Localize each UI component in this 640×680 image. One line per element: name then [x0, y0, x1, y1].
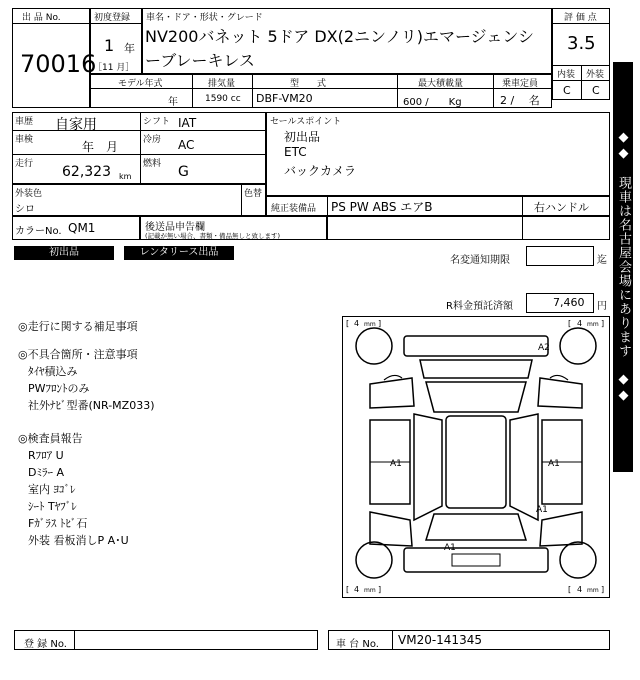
- divider: [392, 630, 393, 650]
- rear-fender-left: [370, 512, 412, 546]
- svg-text:4: 4: [577, 319, 583, 328]
- mileage-label: 走行: [15, 159, 34, 169]
- divider: [192, 74, 193, 108]
- divider: [12, 154, 266, 155]
- inspection: 年 月: [82, 140, 119, 154]
- license-plate: [452, 554, 500, 566]
- name-change-field: [526, 246, 594, 266]
- color-no-label: カラーNo.: [15, 226, 62, 237]
- mark-a1-left: A1: [390, 459, 402, 469]
- wheel-fl: [356, 328, 392, 364]
- details-box: [12, 112, 266, 184]
- inspector-item: ｼｰﾄ Tﾔﾌﾞﾚ: [28, 500, 77, 513]
- svg-text:4: 4: [354, 319, 360, 328]
- svg-text:]: ]: [601, 585, 605, 594]
- defect-item: 社外ﾅﾋﾞ型番(NR-MZ033): [28, 399, 155, 412]
- svg-text:[: [: [568, 585, 572, 594]
- reg-no-label: 登 録 No.: [24, 639, 67, 650]
- wheel-rl: [356, 542, 392, 578]
- exterior-color: シロ: [15, 204, 35, 215]
- divider: [90, 23, 142, 24]
- lot-no-label: 出 品 No.: [22, 13, 61, 23]
- front-bumper: [404, 336, 548, 356]
- hood: [420, 360, 532, 378]
- mileage-unit: km: [119, 172, 132, 181]
- defects-title: ◎不具合箇所・注意事項: [18, 348, 138, 361]
- exterior-label: 外装: [586, 70, 605, 80]
- rental-listing-badge: レンタリース出品: [124, 246, 234, 260]
- svg-text:]: ]: [378, 319, 382, 328]
- mark-a1-rear: A1: [444, 543, 456, 553]
- score: 3.5: [567, 33, 596, 54]
- first-reg-year: 1: [104, 36, 115, 55]
- interior-grade: C: [563, 84, 571, 97]
- color-change-label: 色替: [244, 189, 263, 199]
- recycle-unit: 円: [597, 301, 607, 312]
- chassis-no: VM20-141345: [398, 633, 482, 647]
- divider: [252, 74, 253, 108]
- interior-label: 内装: [557, 70, 576, 80]
- defect-item: ﾀｲﾔ積込み: [28, 365, 78, 378]
- tire-rr-label: [568, 585, 604, 594]
- name-change-label: 名変通知期限: [450, 255, 510, 266]
- inspector-item: Rﾌﾛｱ U: [28, 449, 64, 462]
- rear-fender-right: [540, 512, 582, 546]
- svg-text:[: [: [568, 319, 572, 328]
- tire-fr-label: [568, 319, 604, 328]
- exterior-grade: C: [592, 84, 600, 97]
- recycle-value: 7,460: [553, 296, 585, 309]
- capacity-label: 乗車定員: [502, 79, 539, 89]
- displacement: 1590 cc: [205, 94, 241, 104]
- windshield: [426, 382, 526, 412]
- lot-no: 70016: [20, 50, 97, 78]
- history-label: 車歴: [15, 117, 34, 127]
- rear-gate: [426, 514, 526, 540]
- fuel-label: 燃料: [143, 159, 162, 169]
- model-year-unit: 年: [168, 97, 178, 108]
- score-label: 評 価 点: [564, 13, 597, 23]
- type: DBF-VM20: [256, 92, 313, 105]
- car-condition-diagram: [342, 316, 610, 598]
- model-year-label: モデル年式: [118, 79, 163, 89]
- history: 自家用: [55, 117, 97, 133]
- svg-text:mm: mm: [587, 587, 599, 594]
- model-line2: ーブレーキレス: [145, 51, 255, 70]
- divider: [397, 74, 398, 108]
- location-banner: ◆◆ 現車は名古屋会場にあります ◆◆: [613, 62, 633, 472]
- divider: [552, 23, 610, 24]
- divider: [74, 630, 75, 650]
- svg-text:mm: mm: [364, 587, 376, 594]
- wheel-fr: [560, 328, 596, 364]
- sales-point-item: 初出品: [284, 130, 321, 144]
- max-load: 600 / Kg: [403, 97, 462, 108]
- mark-a1-right-rear: A1: [536, 505, 548, 515]
- sales-point-item: ETC: [284, 145, 307, 159]
- divider: [140, 112, 141, 184]
- aftermarket-note: (記載が無い場合、書類・備品無しと致します): [145, 232, 281, 240]
- tire-fl-label: [346, 319, 381, 328]
- front-fender-left: [370, 378, 414, 408]
- chassis-label: 車 台 No.: [336, 639, 379, 650]
- divider: [12, 130, 266, 131]
- roof: [446, 416, 506, 508]
- svg-text:]: ]: [378, 585, 382, 594]
- ac-label: 冷房: [143, 135, 162, 145]
- ac: AC: [178, 138, 195, 152]
- inspector-item: 室内 ﾖｺﾞﾚ: [28, 483, 76, 496]
- type-label: 型 式: [290, 79, 327, 89]
- rear-bumper: [404, 548, 548, 572]
- ext-color-box: [12, 184, 266, 216]
- svg-text:mm: mm: [587, 321, 599, 328]
- max-load-label: 最大積載量: [418, 79, 464, 89]
- equipment-extra-box: [327, 216, 610, 240]
- color-no: QM1: [68, 221, 96, 235]
- aftermarket-label: 後送品申告欄: [145, 222, 205, 233]
- sales-point-item: バックカメラ: [284, 164, 357, 178]
- svg-text:[: [: [346, 319, 350, 328]
- body-left: [414, 414, 442, 520]
- recycle-label: R料金預託済額: [446, 301, 513, 312]
- year-unit: 年: [124, 42, 135, 55]
- svg-text:4: 4: [354, 585, 360, 594]
- divider: [12, 23, 90, 24]
- model-label: 車名・ドア・形状・グレード: [146, 13, 263, 23]
- steering: 右ハンドル: [534, 201, 589, 214]
- equipment-label: 純正装備品: [271, 204, 317, 214]
- fuel: G: [178, 164, 189, 180]
- model-line1: NV200バネット 5ドア DX(2ニンノリ)エマージェンシ: [145, 27, 534, 46]
- mark-a2: A2: [538, 343, 550, 353]
- displacement-label: 排気量: [208, 79, 236, 89]
- name-change-unit: 迄: [597, 255, 607, 266]
- inspector-item: Fｶﾞﾗｽ ﾄﾋﾞ石: [28, 517, 88, 530]
- inspection-label: 車検: [15, 135, 34, 145]
- inspector-item: Dﾐﾗｰ A: [28, 466, 64, 479]
- first-reg-month: ［11 月］: [93, 63, 135, 73]
- mark-a1-right: A1: [548, 459, 560, 469]
- divider: [581, 65, 582, 100]
- inspector-title: ◎検査員報告: [18, 432, 83, 445]
- sales-points-label: セールスポイント: [270, 117, 342, 127]
- divider: [493, 74, 494, 108]
- wheel-rr: [560, 542, 596, 578]
- body-right: [510, 414, 538, 520]
- divider: [241, 184, 242, 216]
- exterior-color-label: 外装色: [15, 189, 43, 199]
- svg-text:]: ]: [601, 319, 605, 328]
- supplement-title: ◎走行に関する補足事項: [18, 320, 138, 333]
- first-reg-label: 初度登録: [94, 13, 131, 23]
- defect-item: PWﾌﾛﾝﾄのみ: [28, 382, 90, 395]
- tire-rl-label: [346, 585, 381, 594]
- shift-label: シフト: [143, 117, 171, 127]
- first-listing-badge: 初出品: [14, 246, 114, 260]
- equipment-value: PS PW ABS エアB: [331, 200, 433, 214]
- divider: [552, 80, 610, 81]
- svg-text:4: 4: [577, 585, 583, 594]
- inspector-item: 外装 看板消しP A･U: [28, 534, 129, 547]
- svg-text:[: [: [346, 585, 350, 594]
- svg-text:mm: mm: [364, 321, 376, 328]
- capacity: 2 / 名: [500, 94, 540, 107]
- mileage: 62,323: [62, 164, 111, 180]
- shift: IAT: [178, 116, 197, 130]
- front-fender-right: [538, 378, 582, 408]
